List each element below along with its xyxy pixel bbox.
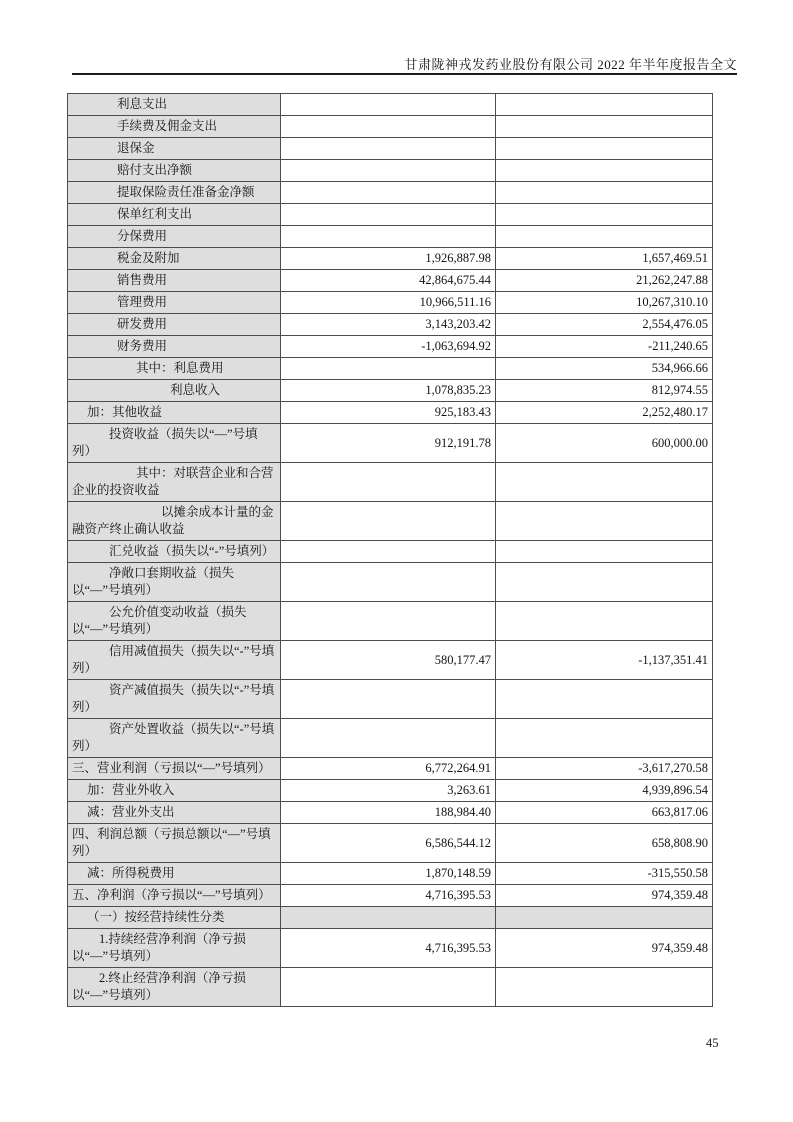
current-period-value-cell <box>281 463 496 502</box>
current-period-value-cell <box>281 968 496 1007</box>
current-period-value-cell: 4,716,395.53 <box>281 929 496 968</box>
prior-period-value-cell <box>496 563 713 602</box>
table-row <box>68 802 713 824</box>
table-row <box>68 641 713 680</box>
row-label-cell <box>68 424 281 463</box>
current-period-value-cell: 10,966,511.16 <box>281 292 496 314</box>
row-label-cell <box>68 314 281 336</box>
current-period-value-cell: 925,183.43 <box>281 402 496 424</box>
table-row <box>68 94 713 116</box>
prior-period-value-cell: 812,974.55 <box>496 380 713 402</box>
table-row <box>68 758 713 780</box>
row-label: 资产处置收益（损失以“-”号填列） <box>72 722 275 753</box>
table-row <box>68 885 713 907</box>
row-label: 管理费用 <box>117 295 168 309</box>
current-period-value-cell: 4,716,395.53 <box>281 885 496 907</box>
prior-period-value-cell: -1,137,351.41 <box>496 641 713 680</box>
prior-period-value-cell <box>496 138 713 160</box>
table-row <box>68 314 713 336</box>
row-label-cell <box>68 885 281 907</box>
current-period-value-cell <box>281 502 496 541</box>
prior-period-value-cell <box>496 680 713 719</box>
row-label-cell <box>68 758 281 780</box>
current-period-value-cell: 6,772,264.91 <box>281 758 496 780</box>
table-row <box>68 680 713 719</box>
row-label: 研发费用 <box>117 317 168 331</box>
row-label-cell <box>68 863 281 885</box>
prior-period-value-cell: -315,550.58 <box>496 863 713 885</box>
current-period-value-cell <box>281 563 496 602</box>
table-row <box>68 463 713 502</box>
current-period-value-cell <box>281 94 496 116</box>
current-period-value-cell <box>281 541 496 563</box>
prior-period-value-cell <box>496 719 713 758</box>
table-row <box>68 336 713 358</box>
current-period-value-cell <box>281 138 496 160</box>
table-row <box>68 502 713 541</box>
row-label-cell <box>68 780 281 802</box>
current-period-value-cell <box>281 182 496 204</box>
row-label: 以摊余成本计量的金融资产终止确认收益 <box>72 505 274 536</box>
prior-period-value-cell <box>496 226 713 248</box>
table-row <box>68 907 713 929</box>
header-rule <box>72 73 737 75</box>
prior-period-value-cell <box>496 160 713 182</box>
row-label: 其中：对联营企业和合营企业的投资收益 <box>72 466 274 497</box>
row-label: 税金及附加 <box>117 251 180 265</box>
prior-period-value-cell <box>496 94 713 116</box>
row-label: 利息支出 <box>117 97 168 111</box>
income-statement-table <box>67 93 713 1007</box>
prior-period-value-cell: 974,359.48 <box>496 885 713 907</box>
current-period-value-cell: 1,926,887.98 <box>281 248 496 270</box>
table-row <box>68 929 713 968</box>
current-period-value-cell: 3,263.61 <box>281 780 496 802</box>
table-row <box>68 863 713 885</box>
row-label-cell <box>68 641 281 680</box>
prior-period-value-cell <box>496 182 713 204</box>
row-label: （一）按经营持续性分类 <box>87 910 225 924</box>
row-label-cell <box>68 463 281 502</box>
row-label-cell <box>68 541 281 563</box>
row-label: 投资收益（损失以“—”号填列） <box>72 427 258 458</box>
row-label: 减：所得税费用 <box>87 866 175 880</box>
row-label-cell <box>68 680 281 719</box>
row-label-cell <box>68 160 281 182</box>
row-label: 三、营业利润（亏损以“—”号填列） <box>72 761 271 775</box>
row-label: 2.终止经营净利润（净亏损以“—”号填列） <box>72 971 246 1002</box>
row-label: 加：营业外收入 <box>87 783 175 797</box>
row-label: 减：营业外支出 <box>87 805 175 819</box>
table-row <box>68 402 713 424</box>
row-label: 信用减值损失（损失以“-”号填列） <box>72 644 275 675</box>
row-label: 退保金 <box>117 141 155 155</box>
current-period-value-cell <box>281 204 496 226</box>
table-row <box>68 248 713 270</box>
prior-period-value-cell <box>496 204 713 226</box>
prior-period-value-cell: 2,554,476.05 <box>496 314 713 336</box>
table-row <box>68 116 713 138</box>
row-label: 四、利润总额（亏损总额以“—”号填列） <box>72 827 271 858</box>
row-label: 公允价值变动收益（损失以“—”号填列） <box>72 605 247 636</box>
prior-period-value-cell: 974,359.48 <box>496 929 713 968</box>
row-label-cell <box>68 824 281 863</box>
current-period-value-cell: -1,063,694.92 <box>281 336 496 358</box>
prior-period-value-cell: 534,966.66 <box>496 358 713 380</box>
table-row <box>68 780 713 802</box>
current-period-value-cell <box>281 116 496 138</box>
prior-period-value-cell: 10,267,310.10 <box>496 292 713 314</box>
row-label: 销售费用 <box>117 273 168 287</box>
table-row <box>68 380 713 402</box>
row-label: 净敞口套期收益（损失以“—”号填列） <box>72 566 235 597</box>
prior-period-value-cell <box>496 968 713 1007</box>
row-label: 利息收入 <box>170 383 221 397</box>
row-label-cell <box>68 380 281 402</box>
table-row <box>68 541 713 563</box>
report-header-title: 甘肃陇神戎发药业股份有限公司 2022 年半年度报告全文 <box>404 57 737 72</box>
prior-period-value-cell <box>496 602 713 641</box>
table-row <box>68 602 713 641</box>
current-period-value-cell: 580,177.47 <box>281 641 496 680</box>
row-label-cell <box>68 204 281 226</box>
prior-period-value-cell: 600,000.00 <box>496 424 713 463</box>
row-label-cell <box>68 226 281 248</box>
current-period-value-cell: 188,984.40 <box>281 802 496 824</box>
row-label-cell <box>68 968 281 1007</box>
prior-period-value-cell <box>496 541 713 563</box>
prior-period-value-cell <box>496 907 713 929</box>
row-label-cell <box>68 292 281 314</box>
prior-period-value-cell: 1,657,469.51 <box>496 248 713 270</box>
row-label: 五、净利润（净亏损以“—”号填列） <box>72 888 271 902</box>
table-row <box>68 270 713 292</box>
row-label: 保单红利支出 <box>117 207 193 221</box>
row-label-cell <box>68 270 281 292</box>
table-row <box>68 424 713 463</box>
row-label-cell <box>68 138 281 160</box>
prior-period-value-cell: 21,262,247.88 <box>496 270 713 292</box>
prior-period-value-cell <box>496 463 713 502</box>
current-period-value-cell: 3,143,203.42 <box>281 314 496 336</box>
income-statement-body <box>68 94 713 1007</box>
row-label: 资产减值损失（损失以“-”号填列） <box>72 683 275 714</box>
row-label-cell <box>68 402 281 424</box>
row-label-cell <box>68 929 281 968</box>
prior-period-value-cell <box>496 502 713 541</box>
table-row <box>68 182 713 204</box>
row-label: 提取保险责任准备金净额 <box>117 185 255 199</box>
row-label-cell <box>68 336 281 358</box>
row-label-cell <box>68 94 281 116</box>
current-period-value-cell <box>281 680 496 719</box>
current-period-value-cell <box>281 602 496 641</box>
prior-period-value-cell: -3,617,270.58 <box>496 758 713 780</box>
row-label-cell <box>68 358 281 380</box>
page-number: 45 <box>706 1036 719 1050</box>
row-label-cell <box>68 802 281 824</box>
current-period-value-cell <box>281 358 496 380</box>
table-row <box>68 292 713 314</box>
row-label: 财务费用 <box>117 339 168 353</box>
table-row <box>68 719 713 758</box>
row-label-cell <box>68 502 281 541</box>
table-row <box>68 358 713 380</box>
current-period-value-cell: 1,078,835.23 <box>281 380 496 402</box>
row-label-cell <box>68 182 281 204</box>
row-label: 手续费及佣金支出 <box>117 119 218 133</box>
prior-period-value-cell <box>496 116 713 138</box>
row-label-cell <box>68 602 281 641</box>
current-period-value-cell <box>281 160 496 182</box>
prior-period-value-cell: 658,808.90 <box>496 824 713 863</box>
row-label: 分保费用 <box>117 229 168 243</box>
current-period-value-cell: 6,586,544.12 <box>281 824 496 863</box>
current-period-value-cell: 42,864,675.44 <box>281 270 496 292</box>
row-label-cell <box>68 116 281 138</box>
table-row <box>68 160 713 182</box>
prior-period-value-cell: -211,240.65 <box>496 336 713 358</box>
row-label: 其中：利息费用 <box>136 361 224 375</box>
table-row <box>68 138 713 160</box>
current-period-value-cell <box>281 719 496 758</box>
current-period-value-cell: 912,191.78 <box>281 424 496 463</box>
row-label-cell <box>68 719 281 758</box>
table-row <box>68 968 713 1007</box>
table-row <box>68 563 713 602</box>
current-period-value-cell <box>281 226 496 248</box>
row-label: 赔付支出净额 <box>117 163 193 177</box>
row-label: 汇兑收益（损失以“-”号填列） <box>109 544 275 558</box>
table-row <box>68 824 713 863</box>
row-label: 加：其他收益 <box>87 405 163 419</box>
row-label-cell <box>68 907 281 929</box>
table-row <box>68 226 713 248</box>
current-period-value-cell <box>281 907 496 929</box>
row-label: 1.持续经营净利润（净亏损以“—”号填列） <box>72 932 246 963</box>
row-label-cell <box>68 563 281 602</box>
current-period-value-cell: 1,870,148.59 <box>281 863 496 885</box>
prior-period-value-cell: 663,817.06 <box>496 802 713 824</box>
prior-period-value-cell: 4,939,896.54 <box>496 780 713 802</box>
prior-period-value-cell: 2,252,480.17 <box>496 402 713 424</box>
row-label-cell <box>68 248 281 270</box>
table-row <box>68 204 713 226</box>
